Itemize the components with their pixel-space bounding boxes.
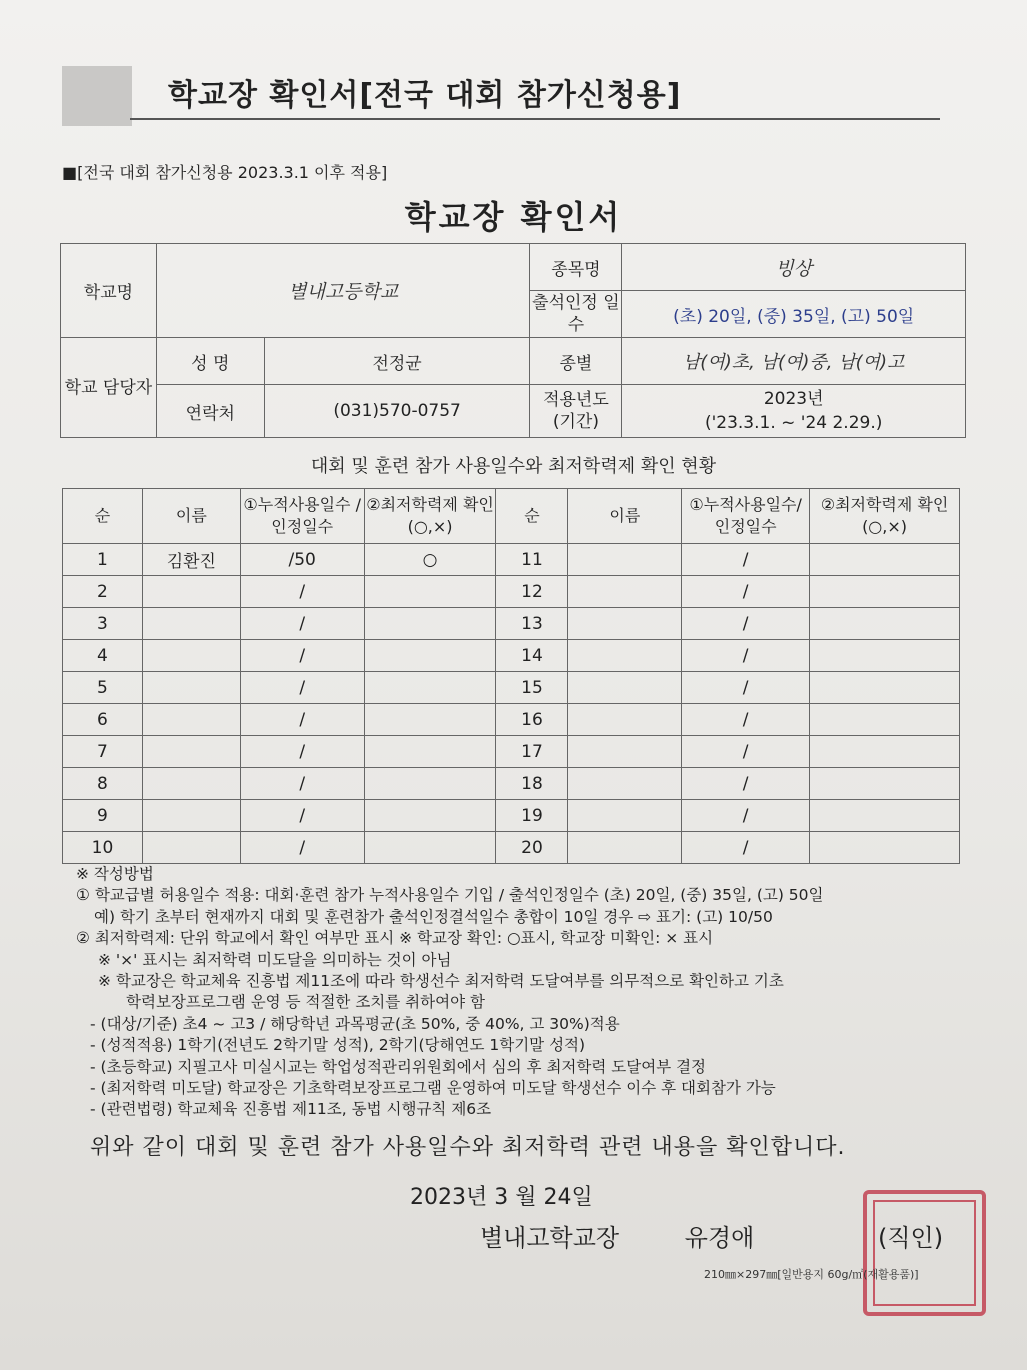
row-number: 15 [496,672,568,704]
row-check [810,832,960,864]
row-check [810,576,960,608]
school-seal-stamp [863,1190,986,1316]
note-line: - (성적적용) 1학기(전년도 2학기말 성적), 2학기(당해연도 1학기말 성적) [90,1036,586,1055]
header-cell: 순 [496,489,568,544]
table-row [63,672,960,704]
row-check [364,768,496,800]
row-days: / [682,704,810,736]
header-bar-decoration [62,66,132,126]
row-days: / [682,640,810,672]
header-cell: 순 [63,489,143,544]
signature-row [480,1218,812,1253]
row-name [142,576,240,608]
manager-label: 학교 담당자 [61,338,157,438]
header-cell: ②최저학력제 확인(○,×) [810,489,960,544]
notice-text: ■[전국 대회 참가신청용 2023.3.1 이후 적용] [62,163,388,182]
row-days: / [240,576,364,608]
row-days: / [240,736,364,768]
row-check [364,640,496,672]
row-name [568,800,682,832]
header-title: 학교장 확인서[전국 대회 참가신청용] [168,78,682,113]
row-name [142,736,240,768]
table-row [63,704,960,736]
note-line: ※ '×' 표시는 최저학력 미도달을 의미하는 것이 아님 [98,950,452,969]
row-check [364,832,496,864]
row-check [364,736,496,768]
row-days: / [240,704,364,736]
row-name [568,576,682,608]
row-number: 16 [496,704,568,736]
row-number: 1 [63,544,143,576]
header-cell: 이름 [568,489,682,544]
row-days: / [240,608,364,640]
row-name [568,640,682,672]
school-label: 학교명 [61,244,157,338]
row-name [568,736,682,768]
row-days: / [682,608,810,640]
row-number: 9 [63,800,143,832]
table-row [63,544,960,576]
paper-spec-footer: 210㎜×297㎜[일반용지 60g/㎡(재활용품)] [704,1268,919,1281]
table-row [63,608,960,640]
gender-value: 남(여)초, 남(여)중, 남(여)고 [622,338,966,385]
seal-label: (직인) [878,1224,944,1252]
row-number: 11 [496,544,568,576]
row-name [142,768,240,800]
row-name [568,768,682,800]
document-title: 학교장 확인서 [404,198,623,236]
row-number: 6 [63,704,143,736]
info-table [60,243,966,438]
header-cell: ②최저학력제 확인(○,×) [364,489,496,544]
header-cell: ①누적사용일수 /인정일수 [240,489,364,544]
row-name [142,800,240,832]
row-check [364,800,496,832]
row-name [142,832,240,864]
usage-table [62,488,960,864]
row-days: / [240,768,364,800]
note-line: 예) 학기 초부터 현재까지 대회 및 훈련참가 출석인정결석일수 총합이 10일 경우 ⇨ 표기: (고) 10/50 [94,907,773,926]
usage-table-header [63,489,960,544]
table-row [63,736,960,768]
contact-value: (031)570-0757 [264,385,530,438]
table-row [63,640,960,672]
row-check [810,800,960,832]
row-check [810,544,960,576]
table-row [63,576,960,608]
row-check [364,576,496,608]
row-number: 7 [63,736,143,768]
note-line: ※ 학교장은 학교체육 진흥법 제11조에 따라 학생선수 최저학력 도달여부를 의무적으로 확인하고 기초 [98,972,784,991]
row-number: 18 [496,768,568,800]
instructions-block [76,864,976,1121]
row-days: / [682,672,810,704]
note-line: ② 최저학력제: 단위 학교에서 확인 여부만 표시 ※ 학교장 확인: ○표시, 학교장 미확인: × 표시 [76,929,714,948]
row-number: 20 [496,832,568,864]
row-number: 3 [63,608,143,640]
year-cell [622,385,966,438]
row-days: /50 [240,544,364,576]
row-check [810,768,960,800]
row-days: / [682,576,810,608]
note-line: - (관련법령) 학교체육 진흥법 제11조, 동법 시행규칙 제6조 [90,1100,492,1119]
row-name [142,704,240,736]
row-check: ○ [364,544,496,576]
note-line: 학력보장프로그램 운영 등 적절한 조치를 취하여야 함 [126,993,485,1012]
row-check [810,736,960,768]
header-divider [130,118,940,120]
period-value: ('23.3.1. ~ '24 2.29.) [704,413,883,433]
row-number: 12 [496,576,568,608]
row-name [142,672,240,704]
row-days: / [682,544,810,576]
row-number: 14 [496,640,568,672]
table-row [63,832,960,864]
row-name [142,608,240,640]
year-value: 2023년 [763,389,824,409]
row-days: / [682,736,810,768]
row-days: / [240,832,364,864]
row-name [568,672,682,704]
section-title: 대회 및 훈련 참가 사용일수와 최저학력제 확인 현황 [310,456,717,477]
row-name: 김환진 [142,544,240,576]
attend-value: (초) 20일, (중) 35일, (고) 50일 [622,291,966,338]
row-number: 2 [63,576,143,608]
row-number: 10 [63,832,143,864]
row-name [568,704,682,736]
signature-date: 2023년 3 월 24일 [410,1185,593,1210]
row-days: / [682,768,810,800]
row-number: 13 [496,608,568,640]
note-line: - (최저학력 미도달) 학교장은 기초학력보장프로그램 운영하여 미도달 학생선수 이수 후 대회참가 가능 [90,1079,776,1098]
header-cell: ①누적사용일수/ 인정일수 [682,489,810,544]
row-number: 8 [63,768,143,800]
signer-name: 유경애 [684,1224,755,1252]
confirmation-text: 위와 같이 대회 및 훈련 참가 사용일수와 최저학력 관련 내용을 확인합니다. [90,1135,846,1160]
row-check [810,640,960,672]
row-check [810,608,960,640]
name-label: 성 명 [156,338,264,385]
school-value: 별내고등학교 [156,244,530,338]
row-name [568,544,682,576]
note-line: ① 학교급별 허용일수 적용: 대회·훈련 참가 누적사용일수 기입 / 출석인정일수 (초) 20일, (중) 35일, (고) 50일 [76,886,824,905]
header-cell: 이름 [142,489,240,544]
row-check [364,704,496,736]
row-check [810,704,960,736]
row-check [810,672,960,704]
row-days: / [682,832,810,864]
row-days: / [240,800,364,832]
name-value: 전정균 [264,338,530,385]
row-number: 5 [63,672,143,704]
seal-inner-border [873,1200,976,1306]
row-check [364,608,496,640]
event-label: 종목명 [530,244,622,291]
event-value: 빙상 [622,244,966,291]
gender-label: 종별 [530,338,622,385]
note-line: ※ 작성방법 [76,865,154,883]
row-days: / [240,672,364,704]
table-row [63,768,960,800]
row-days: / [240,640,364,672]
row-number: 4 [63,640,143,672]
row-name [568,608,682,640]
table-row [63,800,960,832]
row-number: 19 [496,800,568,832]
attend-label: 출석인정 일수 [530,291,622,338]
row-check [364,672,496,704]
row-number: 17 [496,736,568,768]
row-name [142,640,240,672]
year-label: 적용년도 (기간) [530,385,622,438]
row-days: / [682,800,810,832]
signer-title: 별내고학교장 [480,1224,620,1252]
note-line: - (초등학교) 지필고사 미실시교는 학업성적관리위원회에서 심의 후 최저학력 도달여부 결정 [90,1057,707,1076]
row-name [568,832,682,864]
note-line: - (대상/기준) 초4 ~ 고3 / 해당학년 과목평균(초 50%, 중 40%, 고 30%)적용 [90,1014,620,1033]
contact-label: 연락처 [156,385,264,438]
